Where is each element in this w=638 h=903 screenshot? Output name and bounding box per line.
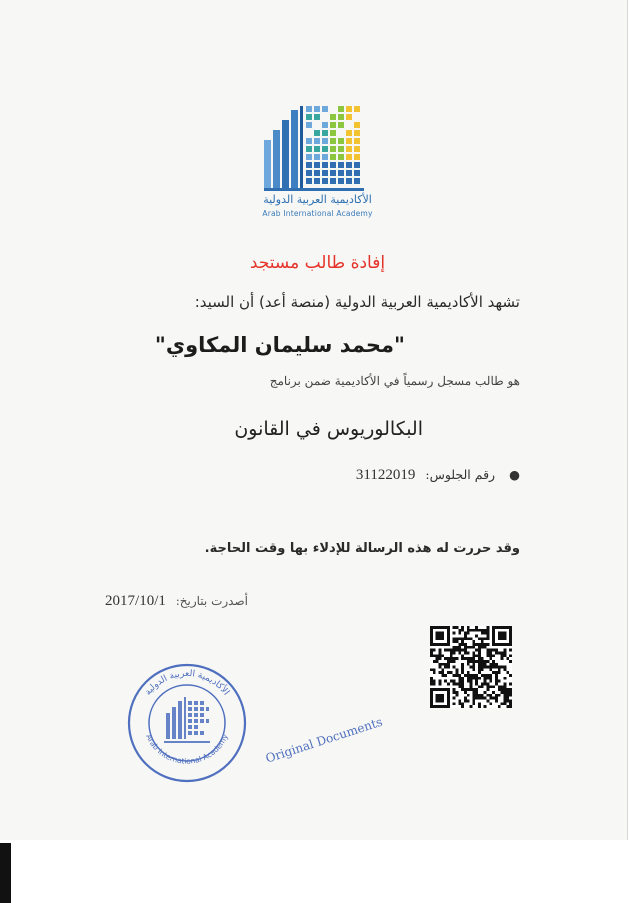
logo-name-en: Arab International Academy [262, 209, 373, 218]
scan-edge [627, 0, 638, 903]
certify-line: تشهد الأكاديمية العربية الدولية (منصة أعد) أن السيد: [194, 293, 520, 311]
issue-date-row [105, 593, 248, 610]
stamp-text-en: Arab International Academy [144, 732, 230, 766]
seat-number: 31122019 [355, 467, 416, 483]
original-documents-stamp: Original Documents [263, 714, 385, 766]
closing-line: وقد حررت له هذه الرسالة للإدلاء بها وقت الحاجة. [204, 541, 520, 556]
book-bars-logo [260, 100, 375, 195]
seat-number-row [356, 467, 520, 484]
bullet-icon: ● [509, 467, 520, 482]
scan-dark-corner [0, 843, 11, 903]
academy-stamp [122, 655, 252, 785]
program-name: البكالوريوس في القانون [234, 418, 423, 440]
student-name: "محمد سليمان المكاوي" [154, 333, 405, 357]
document-heading: إفادة طالب مستجد [249, 253, 386, 273]
stamp-text-ar: الأكاديمية العربية الدولية [143, 668, 231, 698]
issue-label: أصدرت بتاريخ: [175, 594, 248, 608]
svg-text:Arab International Academy [144, 732, 230, 765]
seat-label: رقم الجلوس: [425, 467, 496, 482]
scan-bottom-margin [0, 840, 638, 903]
issue-date: 2017/10/1 [105, 593, 166, 609]
enrollment-line: هو طالب مسجل رسمياً في الأكاديمية ضمن برنامج [269, 374, 520, 388]
logo-name-ar: الأكاديمية العربية الدولية [263, 193, 372, 206]
qr-code-icon [430, 626, 512, 708]
